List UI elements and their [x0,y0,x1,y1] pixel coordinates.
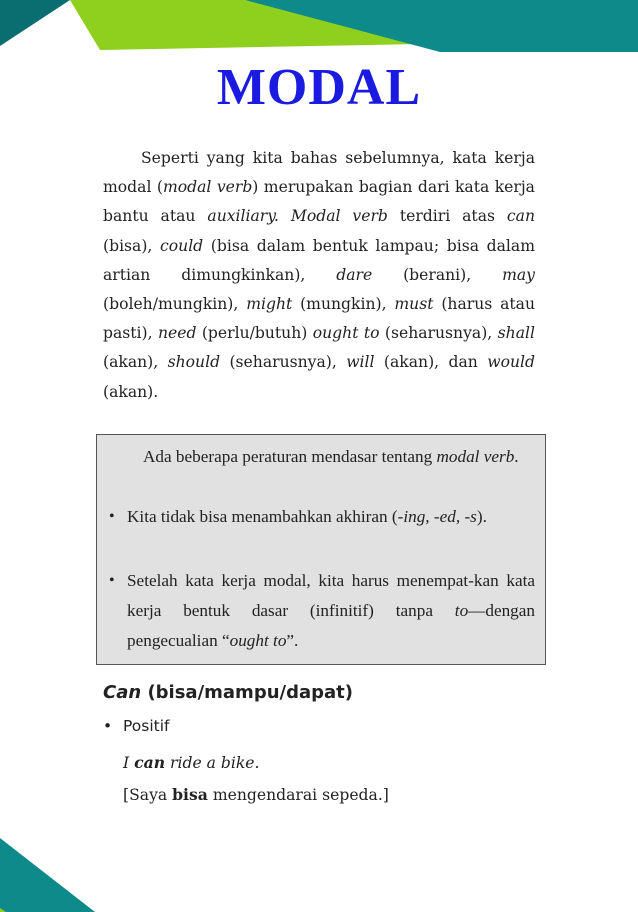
text-run: (seharusnya), [379,324,498,343]
example-en-pre: I [123,754,135,772]
rule-item-1 [103,502,535,532]
italic-term: may [502,265,535,284]
text-run: (akan). [103,382,159,401]
rules-box [96,434,546,665]
text-run: (akan), dan [374,353,488,372]
item-label: Positif [123,717,170,735]
italic-term: would [487,353,535,372]
top-dark-triangle [0,0,70,46]
section-heading-modal: Can [103,682,142,703]
text-run: (boleh/mungkin), [103,295,247,314]
text-run: . [514,447,519,466]
rule-item-2 [103,566,535,656]
italic-term: will [346,353,375,372]
text-run: (perlu/butuh) [196,324,313,343]
italic-term: to [454,601,469,620]
top-corner-decoration [0,0,638,60]
italic-term: modal verb [436,447,515,466]
text-run: —dengan pengecualian “ [127,601,535,650]
text-run: Setelah kata kerja modal, kita harus menempat-kan kata kerja bentuk dasar (infinitif) tanpa [127,571,535,620]
text-run: Ada beberapa peraturan mendasar tentang [143,447,437,466]
text-run: ) merupakan bagian dari kata kerja bantu atau [103,178,535,226]
example-en-modal: can [134,753,166,772]
example-english [123,754,260,772]
text-run: (akan), [103,353,168,372]
text-run: ”. [286,631,299,650]
section-heading [103,682,353,703]
italic-term: could [160,236,204,255]
example-translation [123,786,389,804]
rule-text-2 [103,566,535,656]
example-en-post: ride a bike. [165,754,260,772]
intro-text [103,149,535,401]
example-id-post: mengendarai sepeda.] [207,786,389,804]
rules-lead [103,442,535,472]
text-run: (bisa dalam bentuk lampau; bisa dalam artian dimungkinkan), [103,236,535,284]
bullet-icon: • [109,508,115,525]
italic-term: should [167,353,221,372]
intro-paragraph [103,144,535,407]
rules-lead-text [143,447,519,466]
bullet-icon: • [103,717,113,735]
italic-term: modal verb [162,178,253,197]
italic-term: need [157,324,197,343]
list-item-positif [103,717,170,735]
text-run: Seperti yang kita bahas sebelumnya, kata kerja modal ( [103,149,535,197]
text-run: (mungkin), [292,295,395,314]
italic-term: ought to [229,631,287,650]
bottom-teal-triangle [0,838,95,912]
italic-term: ought to [312,324,380,343]
italic-term: dare [336,265,373,284]
example-block [123,747,389,811]
text-run: Kita tidak bisa menambahkan akhiran ( [127,507,398,526]
section-heading-meaning: (bisa/mampu/dapat) [141,682,353,703]
example-id-pre: [Saya [123,786,173,804]
text-run: (seharusnya), [220,353,347,372]
italic-term: auxiliary. Modal verb [207,207,388,226]
italic-term: can [506,207,535,226]
rule-text-1 [103,502,535,532]
text-run: ). [476,507,487,526]
text-run: (harus atau pasti), [103,295,535,343]
italic-term: must [394,295,434,314]
text-run: (bisa), [103,236,161,255]
page-title: MODAL [216,59,422,116]
bottom-corner-decoration [0,820,110,912]
italic-term: -ing, -ed, -s [397,507,477,526]
example-id-modal: bisa [172,785,208,804]
text-run: (berani), [372,265,503,284]
italic-term: might [246,295,293,314]
text-run: terdiri atas [387,207,507,226]
italic-term: shall [497,324,535,343]
bullet-icon: • [109,572,115,589]
